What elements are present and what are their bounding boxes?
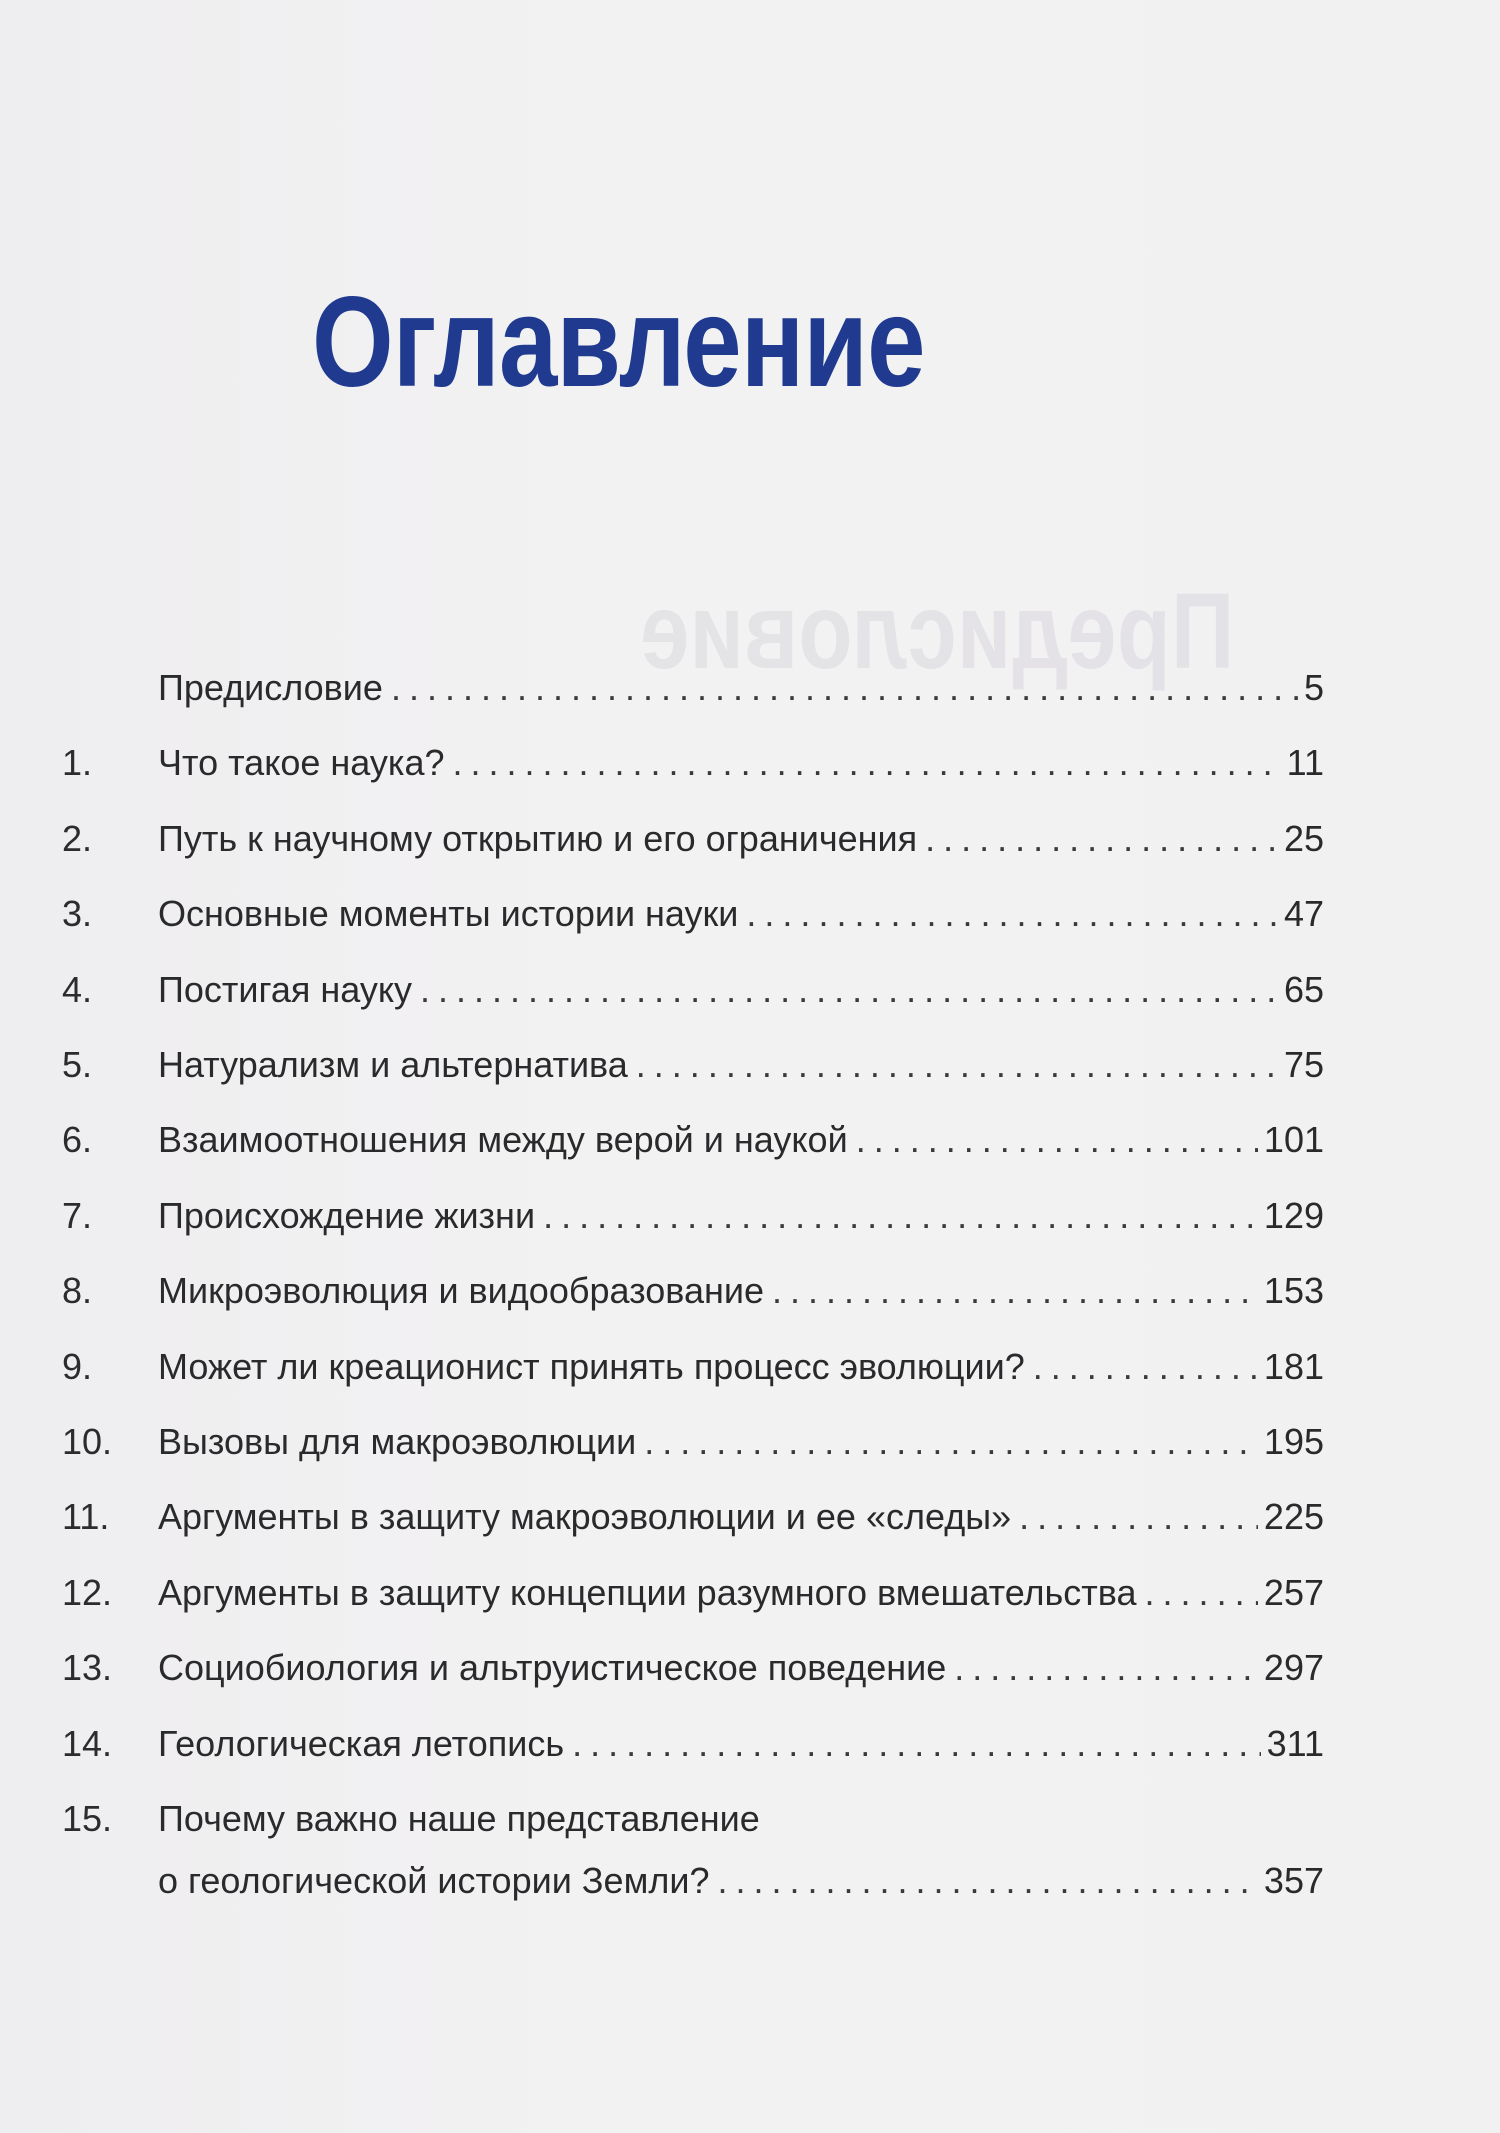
toc-entry[interactable] (62, 1185, 1324, 1247)
toc-entry-line (158, 1637, 1324, 1699)
toc-entry-number: 11. (62, 1496, 110, 1537)
toc-entry-title: Вызовы для макроэволюции (158, 1421, 637, 1462)
dot-leader (636, 1034, 1278, 1096)
dot-leader (543, 1185, 1258, 1247)
toc-entry-number: 12. (62, 1572, 113, 1613)
toc-entry-body (158, 1260, 1324, 1322)
toc-entry-page-number: 357 (1263, 1860, 1324, 1901)
toc-entry[interactable] (62, 1562, 1324, 1624)
dot-leader (954, 1637, 1258, 1699)
dot-leader (420, 959, 1278, 1021)
toc-entry[interactable] (62, 732, 1324, 794)
toc-entry-page-number: 25 (1283, 818, 1324, 859)
toc-entry-body (158, 732, 1324, 794)
toc-entry-title: Аргументы в защиту макроэволюции и ее «следы» (158, 1496, 1012, 1537)
toc-entry-number: 10. (62, 1421, 113, 1462)
toc-entry-number: 7. (62, 1195, 93, 1236)
toc-entry-body (158, 1562, 1324, 1624)
toc-entry-body (158, 1788, 1324, 1912)
toc-entry-number: 13. (62, 1647, 113, 1688)
toc-entry-number: 2. (62, 818, 93, 859)
dot-leader (856, 1109, 1258, 1171)
toc-entry-line (158, 1850, 1324, 1912)
toc-entry-title: Микроэволюция и видообразование (158, 1270, 764, 1311)
toc-entry[interactable] (62, 959, 1324, 1021)
dot-leader (1145, 1562, 1258, 1624)
toc-entry-title: о геологической истории Земли? (158, 1860, 710, 1901)
toc-entry[interactable] (62, 1411, 1324, 1473)
toc-entry-number: 3. (62, 893, 93, 934)
page-title: Оглавление (312, 271, 925, 414)
dot-leader (391, 657, 1298, 719)
toc-entry-page-number: 181 (1263, 1346, 1324, 1387)
toc-entry-number: 8. (62, 1270, 93, 1311)
dot-leader (1019, 1486, 1258, 1548)
toc-entry-number: 4. (62, 969, 93, 1010)
toc-entry[interactable] (62, 1788, 1324, 1912)
toc-entry-title: Социобиология и альтруистическое поведение (158, 1647, 947, 1688)
toc-entry[interactable] (62, 883, 1324, 945)
dot-leader (1033, 1336, 1258, 1398)
toc-entry-page-number: 5 (1303, 667, 1324, 708)
toc-entry-line (158, 1260, 1324, 1322)
dot-leader (572, 1713, 1260, 1775)
dot-leader (746, 883, 1278, 945)
toc-entry-body (158, 1109, 1324, 1171)
toc-entry-page-number: 225 (1263, 1496, 1324, 1537)
toc-entry-line (158, 1486, 1324, 1548)
toc-entry-number: 1. (62, 742, 93, 783)
toc-entry-page-number: 297 (1263, 1647, 1324, 1688)
toc-entry-line (158, 808, 1324, 870)
toc-entry[interactable] (62, 1109, 1324, 1171)
toc-entry-line (158, 1034, 1324, 1096)
toc-entry-page-number: 47 (1283, 893, 1324, 934)
toc-entry-line (158, 1336, 1324, 1398)
toc-entry-body (158, 808, 1324, 870)
toc-entry-title: Происхождение жизни (158, 1195, 536, 1236)
toc-entry-body (158, 1185, 1324, 1247)
toc-entry[interactable] (62, 1336, 1324, 1398)
toc-entry-number: 6. (62, 1119, 93, 1160)
toc-entry-line (158, 1109, 1324, 1171)
dot-leader (925, 808, 1278, 870)
toc-entry[interactable] (62, 1034, 1324, 1096)
toc-entry-title: Взаимоотношения между верой и наукой (158, 1119, 848, 1160)
dot-leader (453, 732, 1281, 794)
toc-entry-line (158, 1185, 1324, 1247)
toc-entry-page-number: 257 (1263, 1572, 1324, 1613)
toc-entry-body (158, 959, 1324, 1021)
toc-entry-body (158, 1034, 1324, 1096)
toc-entry-title: Может ли креационист принять процесс эволюции? (158, 1346, 1025, 1387)
toc-entry-title: Почему важно наше представление (158, 1798, 760, 1839)
toc-entry-body (158, 1411, 1324, 1473)
toc-entry-body (158, 657, 1324, 719)
toc-entry-title: Геологическая летопись (158, 1723, 565, 1764)
toc-entry-page-number: 129 (1263, 1195, 1324, 1236)
toc-entry-page-number: 65 (1283, 969, 1324, 1010)
toc-entry-number: 9. (62, 1346, 93, 1387)
bleed-through-text: Предисловие (640, 570, 1235, 691)
toc-entry-line (158, 732, 1324, 794)
toc-entry-page-number: 75 (1283, 1044, 1324, 1085)
toc-entry[interactable] (62, 808, 1324, 870)
toc-entry-number: 14. (62, 1723, 113, 1764)
toc-entry-body (158, 1713, 1324, 1775)
toc-entry[interactable] (62, 1713, 1324, 1775)
toc-entry-title: Постигая науку (158, 969, 413, 1010)
toc-entry-number: 5. (62, 1044, 93, 1085)
toc-entry-page-number: 101 (1263, 1119, 1324, 1160)
toc-entry-body (158, 883, 1324, 945)
toc-entry[interactable] (62, 1486, 1324, 1548)
toc-entry-line (158, 959, 1324, 1021)
toc-entry[interactable] (62, 1260, 1324, 1322)
toc-entry-line (158, 1411, 1324, 1473)
toc-entry[interactable] (62, 1637, 1324, 1699)
toc-entry-title: Путь к научному открытию и его ограничения (158, 818, 918, 859)
toc-entry-page-number: 153 (1263, 1270, 1324, 1311)
toc-entry[interactable] (62, 657, 1324, 719)
toc-entry-line (158, 1788, 1324, 1850)
toc-entry-line (158, 1713, 1324, 1775)
dot-leader (772, 1260, 1258, 1322)
toc-entry-title: Предисловие (158, 667, 383, 708)
toc-entry-title: Аргументы в защиту концепции разумного вмешательства (158, 1572, 1137, 1613)
toc-entry-page-number: 195 (1263, 1421, 1324, 1462)
toc-entry-line (158, 1562, 1324, 1624)
toc-entry-body (158, 1336, 1324, 1398)
toc-entry-page-number: 311 (1266, 1723, 1324, 1764)
toc-entry-body (158, 1486, 1324, 1548)
dot-leader (717, 1850, 1257, 1912)
toc-entry-page-number: 11 (1286, 742, 1324, 783)
toc-entry-line (158, 883, 1324, 945)
toc-entry-title: Основные моменты истории науки (158, 893, 739, 934)
dot-leader (644, 1411, 1258, 1473)
toc-entry-title: Что такое наука? (158, 742, 445, 783)
toc-entry-title: Натурализм и альтернатива (158, 1044, 628, 1085)
toc-entry-number: 15. (62, 1798, 113, 1839)
toc-entry-line (158, 657, 1324, 719)
toc-entry-body (158, 1637, 1324, 1699)
